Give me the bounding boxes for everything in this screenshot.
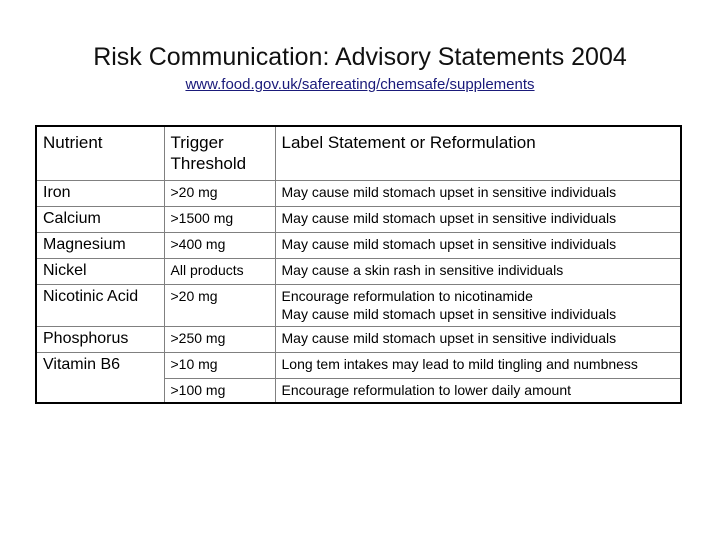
threshold-cell: All products xyxy=(164,259,275,285)
nutrient-cell: Vitamin B6 xyxy=(36,353,164,379)
table-row xyxy=(36,378,681,403)
statement-cell xyxy=(275,285,681,327)
nutrient-cell: Iron xyxy=(36,181,164,207)
statement-line: May cause mild stomach upset in sensitive individuals xyxy=(281,330,617,346)
nutrient-cell: Nicotinic Acid xyxy=(36,285,164,327)
statement-line: Encourage reformulation to nicotinamide xyxy=(281,288,533,304)
statement-line: May cause mild stomach upset in sensitive individuals xyxy=(281,306,617,322)
threshold-cell: >400 mg xyxy=(164,233,275,259)
slide-title: Risk Communication: Advisory Statements 2004 xyxy=(93,43,627,71)
table-row xyxy=(36,233,681,259)
statement-cell xyxy=(275,181,681,207)
threshold-cell: >1500 mg xyxy=(164,207,275,233)
nutrient-cell: Magnesium xyxy=(36,233,164,259)
table-row xyxy=(36,207,681,233)
statement-line: May cause a skin rash in sensitive individuals xyxy=(281,262,564,278)
table-row xyxy=(36,285,681,327)
header-threshold: Trigger Threshold xyxy=(164,126,275,181)
nutrient-cell: Calcium xyxy=(36,207,164,233)
table-row xyxy=(36,353,681,379)
threshold-cell: >100 mg xyxy=(164,378,275,403)
statement-cell xyxy=(275,233,681,259)
threshold-cell: >20 mg xyxy=(164,181,275,207)
statement-cell xyxy=(275,378,681,403)
header-nutrient: Nutrient xyxy=(36,126,164,181)
threshold-cell: >20 mg xyxy=(164,285,275,327)
source-link[interactable]: www.food.gov.uk/safereating/chemsafe/supplements xyxy=(185,76,535,93)
statement-cell xyxy=(275,353,681,379)
advisory-table xyxy=(35,125,682,404)
statement-cell xyxy=(275,207,681,233)
table-row xyxy=(36,181,681,207)
table-row xyxy=(36,259,681,285)
statement-cell xyxy=(275,327,681,353)
statement-line: Encourage reformulation to lower daily amount xyxy=(281,381,571,398)
table-row xyxy=(36,327,681,353)
statement-line: May cause mild stomach upset in sensitive individuals xyxy=(281,184,617,200)
nutrient-cell: Nickel xyxy=(36,259,164,285)
statement-line: May cause mild stomach upset in sensitive individuals xyxy=(281,236,617,252)
statement-cell xyxy=(275,259,681,285)
threshold-cell: >10 mg xyxy=(164,353,275,379)
statement-line: May cause mild stomach upset in sensitive individuals xyxy=(281,210,617,226)
header-row xyxy=(36,126,681,181)
header-statement: Label Statement or Reformulation xyxy=(275,126,681,181)
nutrient-cell: Phosphorus xyxy=(36,327,164,353)
nutrient-cell xyxy=(36,378,164,403)
statement-line: Long tem intakes may lead to mild tingling and numbness xyxy=(281,356,638,372)
threshold-cell: >250 mg xyxy=(164,327,275,353)
